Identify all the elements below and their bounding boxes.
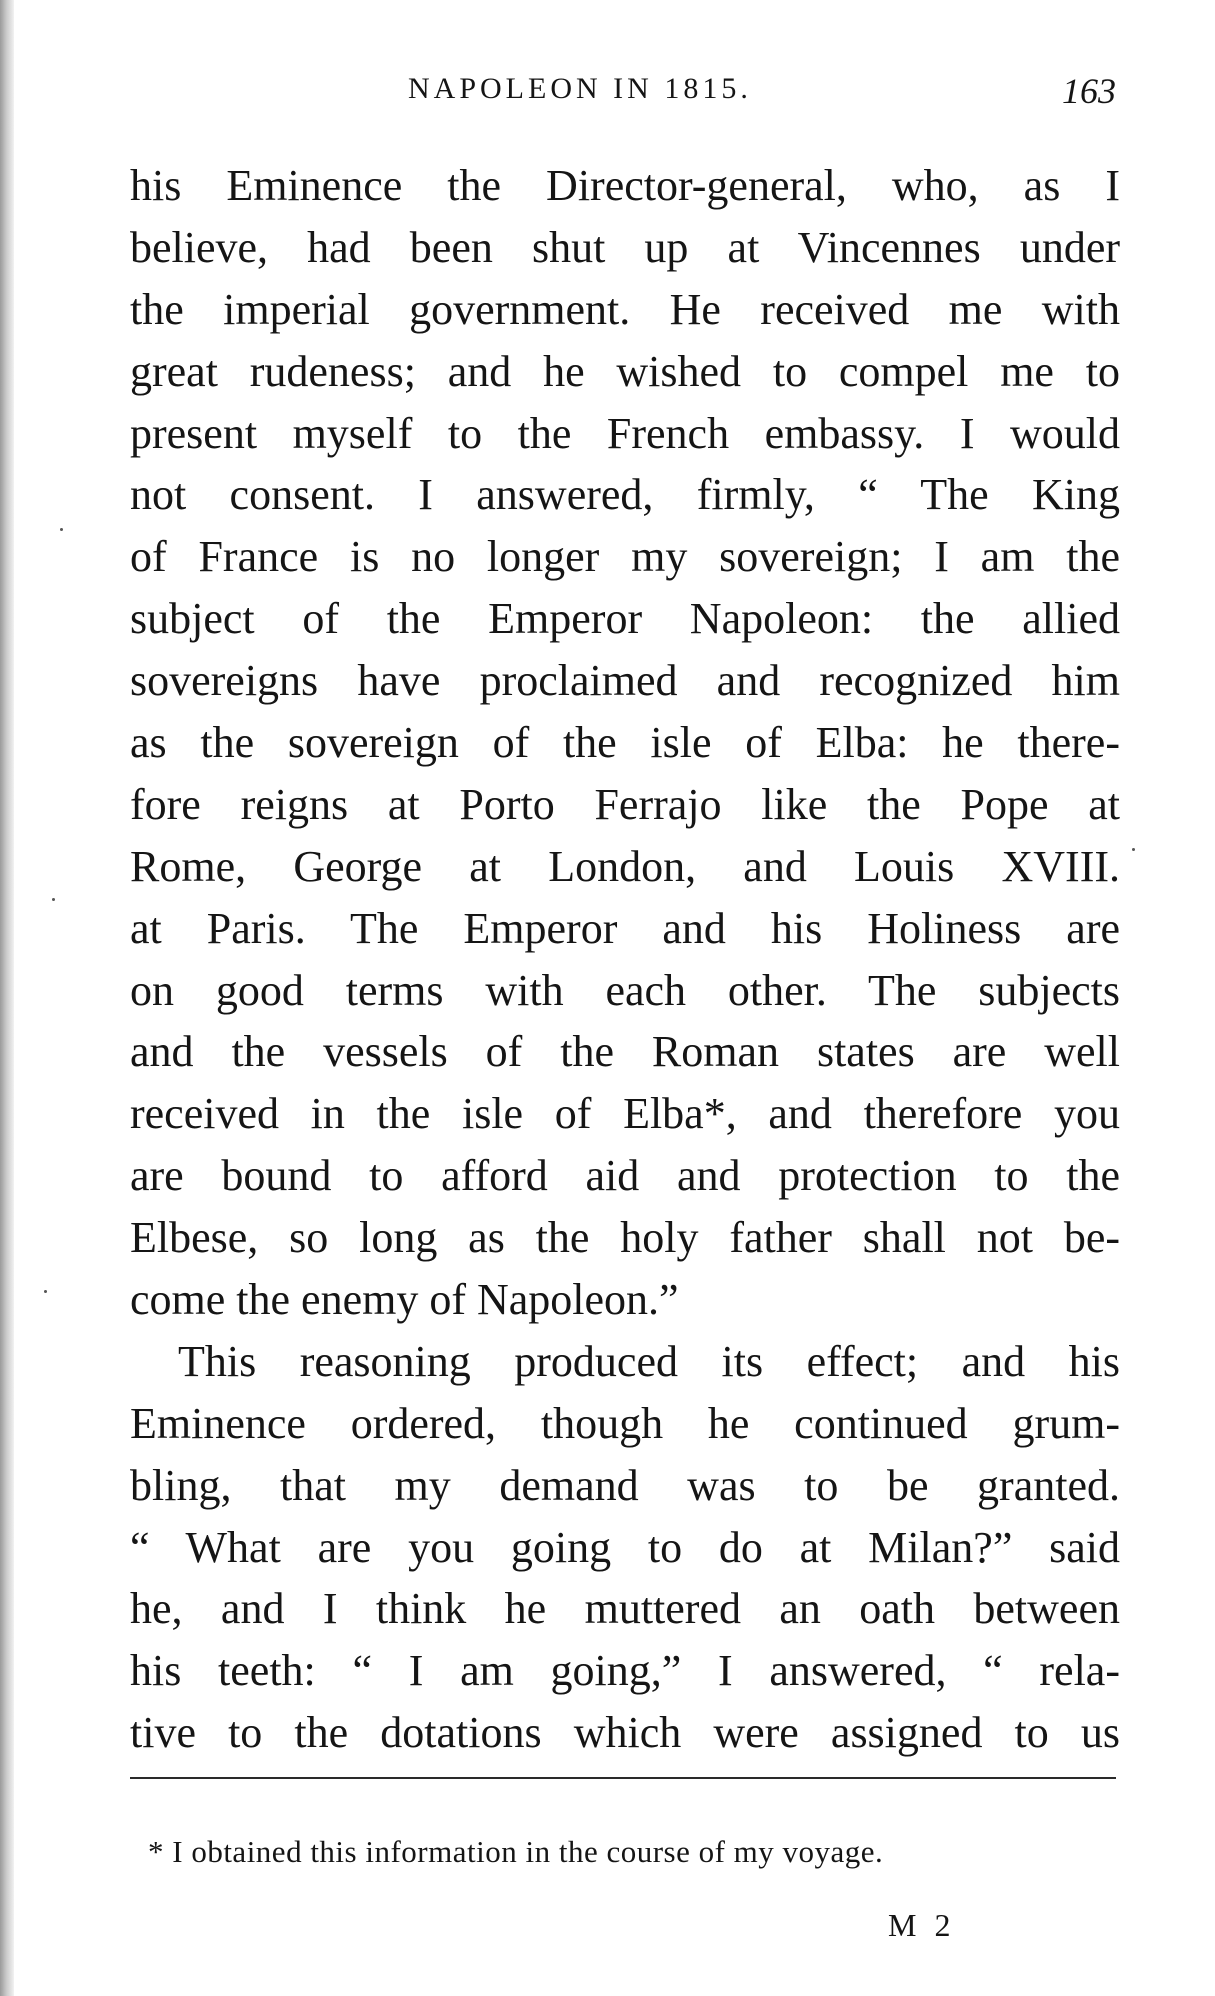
text-line: believe, had been shut up at Vincennes under xyxy=(130,222,1120,272)
text-line: Rome, George at London, and Louis XVIII. xyxy=(130,841,1120,891)
page-header xyxy=(140,70,1116,120)
running-head: NAPOLEON IN 1815. xyxy=(408,72,752,105)
paper-speck xyxy=(60,528,63,531)
text-line: present myself to the French embassy. I would xyxy=(130,408,1120,458)
text-line: his Eminence the Director-general, who, as I xyxy=(130,161,1120,210)
paper-speck xyxy=(52,898,55,901)
text-line: not consent. I answered, firmly, “ The King xyxy=(130,470,1120,520)
text-line: are bound to afford aid and protection to the xyxy=(130,1151,1120,1201)
text-line: tive to the dotations which were assigned to us xyxy=(130,1708,1120,1758)
paper-speck xyxy=(1132,848,1135,851)
text-line: Eminence ordered, though he continued grum- xyxy=(130,1398,1120,1448)
text-line: sovereigns have proclaimed and recognized him xyxy=(130,656,1120,706)
text-line: on good terms with each other. The subjects xyxy=(130,965,1120,1015)
text-line: come the enemy of Napoleon.” xyxy=(130,1275,679,1325)
text-line: This reasoning produced its effect; and his xyxy=(178,1336,1120,1386)
text-line: received in the isle of Elba*, and therefore you xyxy=(130,1089,1120,1139)
signature-mark: M 2 xyxy=(888,1907,956,1943)
body-text xyxy=(130,155,1120,1764)
text-line: he, and I think he muttered an oath between xyxy=(130,1584,1120,1634)
footnote: * I obtained this information in the course of my voyage. xyxy=(148,1834,884,1869)
text-line: as the sovereign of the isle of Elba: he there- xyxy=(130,718,1120,768)
text-line: great rudeness; and he wished to compel me to xyxy=(130,346,1120,396)
text-line: fore reigns at Porto Ferrajo like the Pope at xyxy=(130,779,1120,829)
page-number: 163 xyxy=(1062,71,1116,111)
text-line: of France is no longer my sovereign; I am the xyxy=(130,532,1120,582)
text-line: “ What are you going to do at Milan?” said xyxy=(130,1522,1120,1572)
text-line: Elbese, so long as the holy father shall not be- xyxy=(130,1213,1120,1263)
text-line: the imperial government. He received me with xyxy=(130,284,1120,334)
text-line: subject of the Emperor Napoleon: the allied xyxy=(130,594,1120,644)
page-gutter-shadow xyxy=(0,0,14,1996)
text-line: at Paris. The Emperor and his Holiness are xyxy=(130,903,1120,953)
paper-speck xyxy=(44,1290,47,1293)
text-line: bling, that my demand was to be granted. xyxy=(130,1460,1120,1510)
text-line: and the vessels of the Roman states are well xyxy=(130,1027,1120,1077)
footnote-rule xyxy=(130,1777,1116,1779)
text-line: his teeth: “ I am going,” I answered, “ rela- xyxy=(130,1646,1120,1696)
